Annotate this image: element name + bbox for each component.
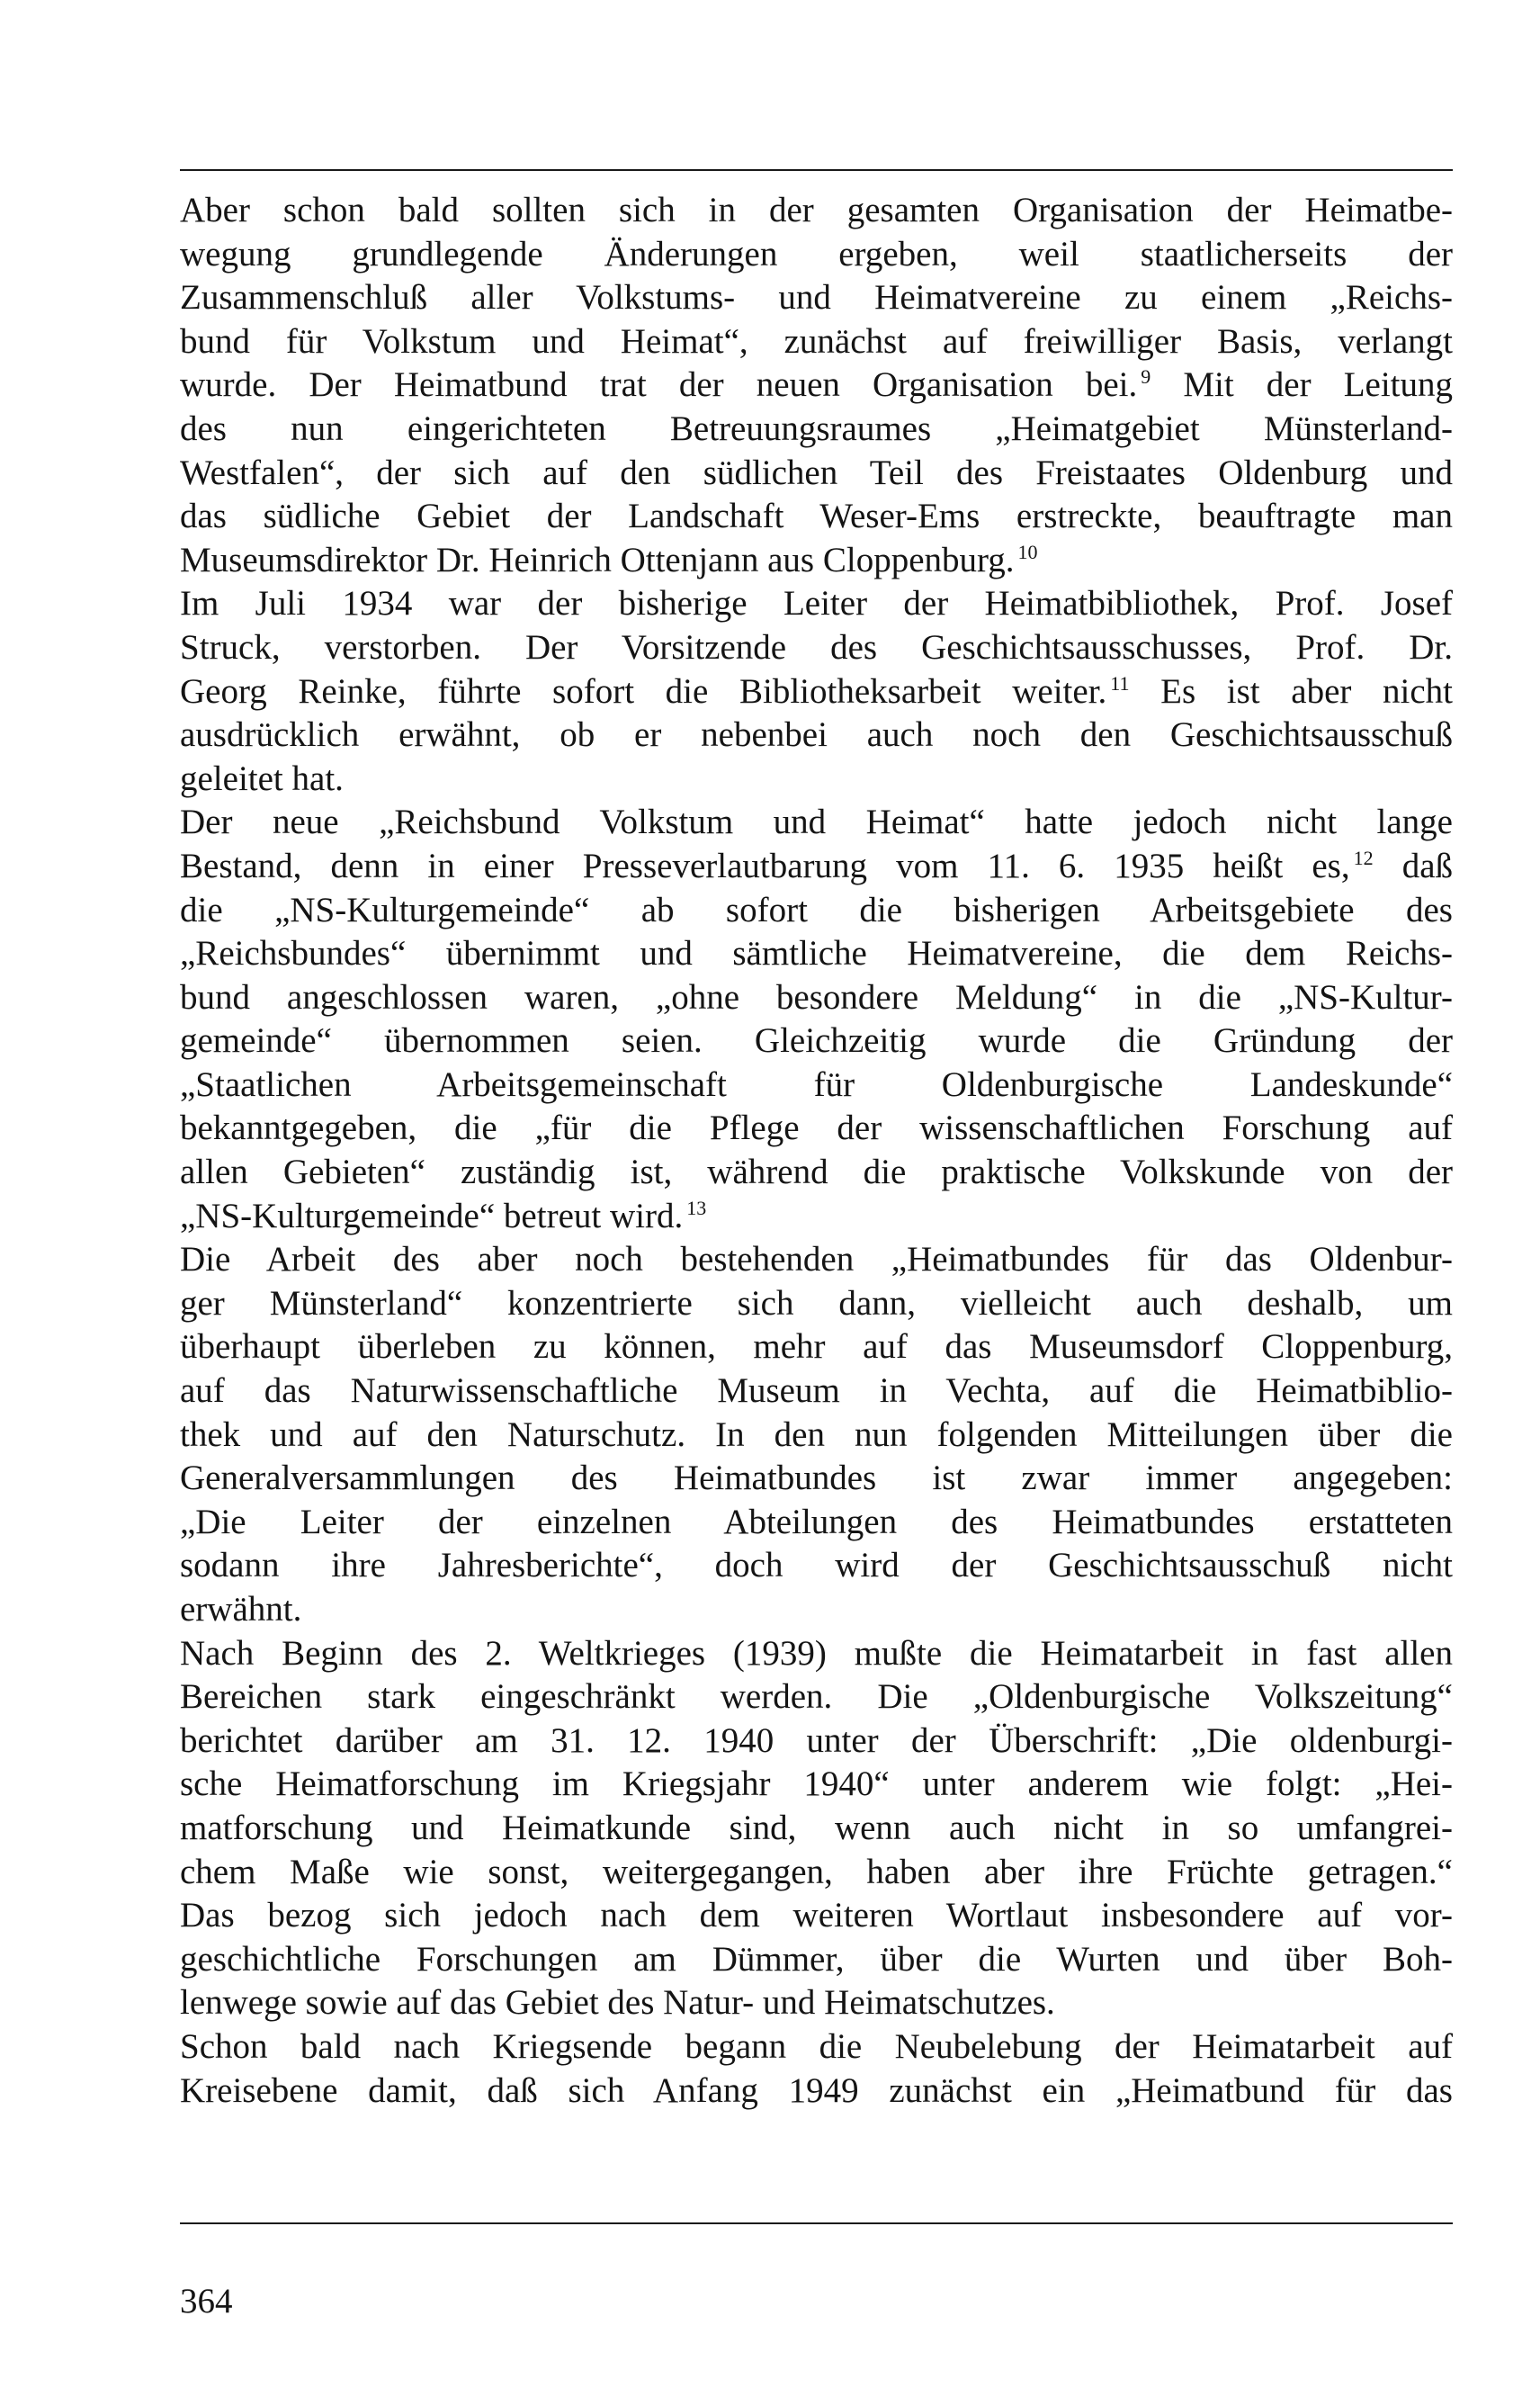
text-line: chem Maße wie sonst, weitergegangen, haben aber ihre Früchte getragen.“: [180, 1852, 1453, 1891]
text-line: lenwege sowie auf das Gebiet des Natur- und Heimatschutzes.: [180, 1983, 1055, 2023]
bottom-rule: [180, 2222, 1453, 2224]
text-line: die „NS-Kulturgemeinde“ ab sofort die bisherigen Arbeitsgebiete des: [180, 890, 1453, 929]
text-line: thek und auf den Naturschutz. In den nun folgenden Mitteilungen über die: [180, 1414, 1453, 1454]
body-text: [180, 189, 1453, 2113]
text-line: geleitet hat.: [180, 759, 344, 798]
text-line: matforschung und Heimatkunde sind, wenn auch nicht in so umfangrei-: [180, 1808, 1453, 1847]
text-line: Westfalen“, der sich auf den südlichen Teil des Freistaates Oldenburg und: [180, 453, 1453, 492]
text-line: „Staatlichen Arbeitsgemeinschaft für Oldenburgische Landeskunde“: [180, 1064, 1453, 1104]
text-segment: wurde. Der Heimatbund trat der neuen Organisation bei.: [180, 365, 1138, 405]
text-line: Zusammenschluß aller Volkstums- und Heimatvereine zu einem „Reichs-: [180, 278, 1453, 318]
text-line: auf das Naturwissenschaftliche Museum in Vechta, auf die Heimatbiblio-: [180, 1371, 1453, 1411]
text-line: [180, 845, 1453, 889]
text-line: [180, 364, 1453, 408]
text-line: Schon bald nach Kriegsende begann die Neubelebung der Heimatarbeit auf: [180, 2026, 1453, 2066]
footnote-ref-12: 12: [1353, 846, 1374, 869]
text-segment: daß: [1401, 846, 1453, 885]
top-rule: [180, 169, 1453, 171]
paragraph-5: [180, 1632, 1453, 2025]
footnote-ref-10: 10: [1017, 540, 1038, 563]
text-line: ausdrücklich erwähnt, ob er nebenbei auch noch den Geschichtsausschuß: [180, 715, 1453, 755]
text-line: [180, 539, 1453, 583]
text-line: ger Münsterland“ konzentrierte sich dann, vielleicht auch deshalb, um: [180, 1283, 1453, 1323]
text-line: „Reichsbundes“ übernimmt und sämtliche Heimatvereine, die dem Reichs-: [180, 934, 1453, 974]
text-line: bekanntgegeben, die „für die Pflege der wissenschaftlichen Forschung auf: [180, 1109, 1453, 1148]
text-line: geschichtliche Forschungen am Dümmer, über die Wurten und über Boh-: [180, 1939, 1453, 1979]
text-line: Nach Beginn des 2. Weltkrieges (1939) mußte die Heimatarbeit in fast allen: [180, 1633, 1453, 1673]
text-line: überhaupt überleben zu können, mehr auf das Museumsdorf Cloppenburg,: [180, 1327, 1453, 1367]
text-segment: Georg Reinke, führte sofort die Bibliotheksarbeit weiter.: [180, 671, 1107, 711]
text-segment: Mit der Leitung: [1183, 365, 1454, 405]
text-line: Bereichen stark eingeschränkt werden. Die „Oldenburgische Volkszeitung“: [180, 1677, 1453, 1717]
text-line: Im Juli 1934 war der bisherige Leiter der Heimatbibliothek, Prof. Josef: [180, 584, 1453, 624]
text-line: Kreisebene damit, daß sich Anfang 1949 zunächst ein „Heimatbund für das: [180, 2070, 1453, 2110]
text-line: Struck, verstorben. Der Vorsitzende des Geschichtsausschusses, Prof. Dr.: [180, 627, 1453, 667]
text-segment: Bestand, denn in einer Presseverlautbarung vom 11. 6. 1935 heißt es,: [180, 846, 1350, 885]
text-line: sche Heimatforschung im Kriegsjahr 1940“ unter anderem wie folgt: „Hei-: [180, 1764, 1453, 1804]
footnote-ref-9: 9: [1141, 365, 1151, 389]
text-line: „Die Leiter der einzelnen Abteilungen des Heimatbundes erstatteten: [180, 1502, 1453, 1541]
text-line: sodann ihre Jahresberichte“, doch wird der Geschichtsausschuß nicht: [180, 1546, 1453, 1585]
text-line: Generalversammlungen des Heimatbundes ist zwar immer angegeben:: [180, 1459, 1453, 1498]
text-line: allen Gebieten“ zuständig ist, während die praktische Volkskunde von der: [180, 1153, 1453, 1192]
paragraph-1: [180, 189, 1453, 582]
page-number: 364: [180, 2282, 233, 2321]
paragraph-2: [180, 582, 1453, 801]
text-line: berichtet darüber am 31. 12. 1940 unter der Überschrift: „Die oldenburgi-: [180, 1720, 1453, 1760]
text-segment: Museumsdirektor Dr. Heinrich Ottenjann aus Cloppenburg.: [180, 540, 1015, 579]
paragraph-4: [180, 1238, 1453, 1631]
text-segment: Es ist aber nicht: [1160, 671, 1454, 711]
text-line: Aber schon bald sollten sich in der gesamten Organisation der Heimatbe-: [180, 191, 1453, 229]
paragraph-6: [180, 2025, 1453, 2113]
text-line: wegung grundlegende Änderungen ergeben, weil staatlicherseits der: [180, 234, 1453, 274]
text-line: bund angeschlossen waren, „ohne besondere Meldung“ in die „NS-Kultur-: [180, 977, 1453, 1017]
text-line: gemeinde“ übernommen seien. Gleichzeitig wurde die Gründung der: [180, 1021, 1453, 1061]
text-line: Das bezog sich jedoch nach dem weiteren Wortlaut insbesondere auf vor-: [180, 1896, 1453, 1935]
text-line: erwähnt.: [180, 1590, 302, 1629]
text-line: Der neue „Reichsbund Volkstum und Heimat“ hatte jedoch nicht lange: [180, 803, 1453, 842]
text-line: das südliche Gebiet der Landschaft Weser-Ems erstreckte, beauftragte man: [180, 497, 1453, 536]
text-line: des nun eingerichteten Betreuungsraumes „Heimatgebiet Münsterland-: [180, 408, 1453, 448]
footnote-ref-11: 11: [1110, 671, 1130, 695]
text-line: Die Arbeit des aber noch bestehenden „Heimatbundes für das Oldenbur-: [180, 1240, 1453, 1279]
text-line: [180, 670, 1453, 714]
paragraph-3: [180, 801, 1453, 1238]
text-segment: „NS-Kulturgemeinde“ betreut wird.: [180, 1196, 684, 1235]
text-line: bund für Volkstum und Heimat“, zunächst auf freiwilliger Basis, verlangt: [180, 321, 1453, 361]
text-line: [180, 1195, 1453, 1239]
footnote-ref-13: 13: [686, 1196, 707, 1219]
